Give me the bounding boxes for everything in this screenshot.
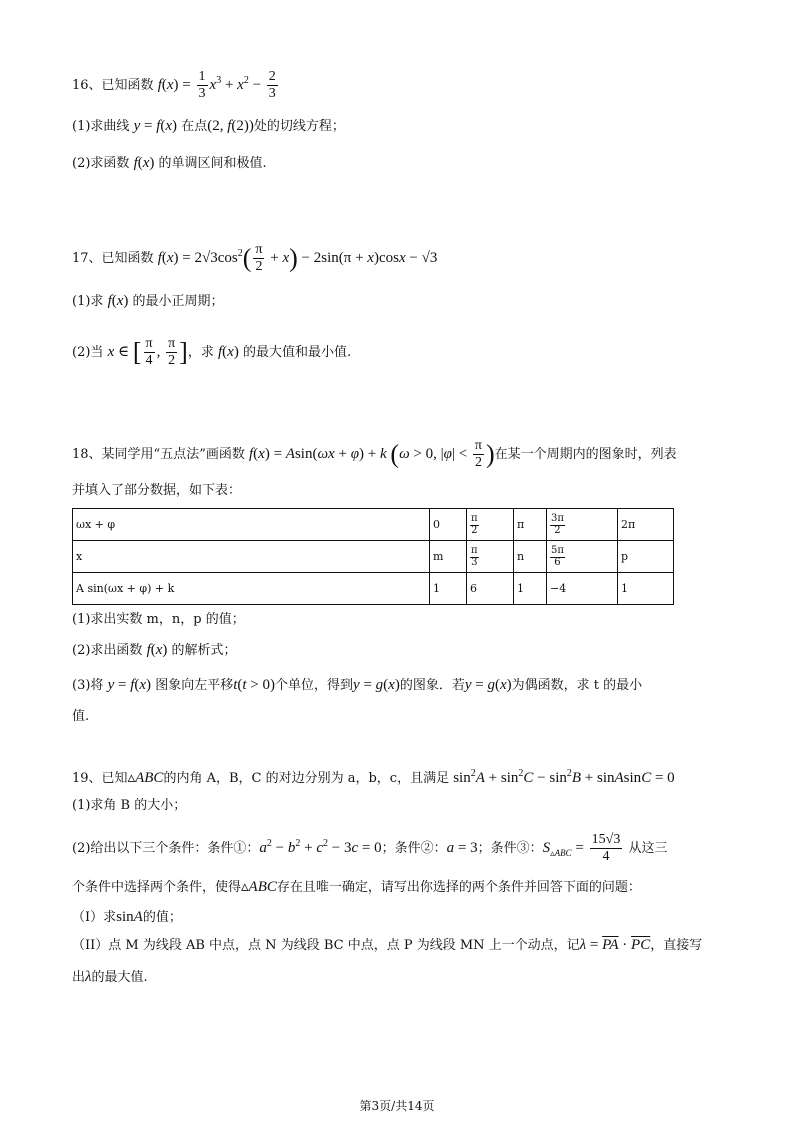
table-row-label: A sin(ωx + φ) + k bbox=[73, 573, 430, 605]
table-cell: $\frac{3\pi}{2}$ bbox=[547, 509, 618, 541]
table-cell: 6 bbox=[467, 573, 514, 605]
table-cell: 1 bbox=[430, 573, 467, 605]
five-point-table bbox=[72, 508, 674, 605]
q19-stem: 19、已知▵ABC的内角 A，B，C 的对边分别为 a，b，c，且满足 $\sin^2A + \sin^2C - \sin^2B$ + sinAsinC = 0 bbox=[72, 768, 675, 786]
page-footer: 第3页/共14页 bbox=[359, 1099, 435, 1113]
q18-stem: 18、某同学用“五点法”画函数 f(x) = Asin(ωx + φ) + k (ω > 0, |φ| < $\frac{\pi}{2}$ )在某一个周期内的图象时，列表 bbox=[72, 438, 677, 470]
table-row-label: x bbox=[73, 541, 430, 573]
table-cell: 0 bbox=[430, 509, 467, 541]
q18-part3-cont: 值. bbox=[72, 709, 90, 724]
table-cell: 1 bbox=[618, 573, 674, 605]
q16-part1: (1)求曲线 y = f(x) 在点(2, f(2))处的切线方程； bbox=[72, 118, 345, 134]
table-cell: −4 bbox=[547, 573, 618, 605]
table-cell: $\frac{5\pi}{6}$ bbox=[547, 541, 618, 573]
table-row-label: ωx + φ bbox=[73, 509, 430, 541]
q18-stem-cont: 并填入了部分数据，如下表： bbox=[72, 483, 242, 498]
q19-sub2: （II）点 M 为线段 AB 中点，点 N 为线段 BC 中点，点 P 为线段 MN 上一个动点，记$\lambda = \overline{PA} \cdot \overline{PC}$，直接写 bbox=[72, 937, 703, 953]
q16-part2: (2)求函数 f(x) 的单调区间和极值. bbox=[72, 155, 267, 171]
q17-part2: (2)当 x ∈ [ $\frac{\pi}{4}$ , $\frac{\pi}{2}$ ]，求 f(x) 的最大值和最小值. bbox=[72, 336, 352, 368]
table-row bbox=[73, 509, 674, 541]
table-cell: m bbox=[430, 541, 467, 573]
table-row bbox=[73, 541, 674, 573]
table-cell: π bbox=[514, 509, 547, 541]
q18-part1: (1)求出实数 m，n，p 的值； bbox=[72, 612, 245, 627]
q19-part2-cont: 个条件中选择两个条件，使得▵ABC存在且唯一确定，请写出你选择的两个条件并回答下面的问题： bbox=[72, 879, 641, 895]
table-cell: 2π bbox=[618, 509, 674, 541]
q19-sub2-cont: 出λ的最大值. bbox=[72, 969, 148, 985]
q17-part1: (1)求 f(x) 的最小正周期； bbox=[72, 293, 224, 309]
q19-part2: (2)给出以下三个条件：条件①：$a^2 - b^2 + c^2 - 3c = 0$；条件②：a = 3；条件③：$S_{▵ABC}$ = $\frac{15√3}{4}$ 从这三 bbox=[72, 832, 668, 865]
q16-stem: 16、已知函数 f(x) = $\frac{1}{3}$ $x^3 + x^2$ − $\frac{2}{3}$ bbox=[72, 69, 276, 102]
q18-part2: (2)求出函数 f(x) 的解析式； bbox=[72, 642, 237, 658]
q19-sub1: （I）求sinA的值； bbox=[72, 909, 182, 925]
table-cell: n bbox=[514, 541, 547, 573]
q19-part1: (1)求角 B 的大小； bbox=[72, 798, 187, 813]
table-cell: 1 bbox=[514, 573, 547, 605]
table-cell: $\frac{\pi}{2}$ bbox=[467, 509, 514, 541]
table-cell: p bbox=[618, 541, 674, 573]
q17-stem: 17、已知函数 $f(x) = 2√3\cos^2$( $\frac{\pi}{2}$ + x) − 2sin(π + x)cosx − √3 bbox=[72, 242, 438, 275]
table-cell: $\frac{\pi}{3}$ bbox=[467, 541, 514, 573]
table-row bbox=[73, 573, 674, 605]
q18-part3: (3)将 y = f(x) 图象向左平移t(t > 0)个单位，得到y = g(x)的图象．若y = g(x)为偶函数，求 t 的最小 bbox=[72, 677, 643, 693]
